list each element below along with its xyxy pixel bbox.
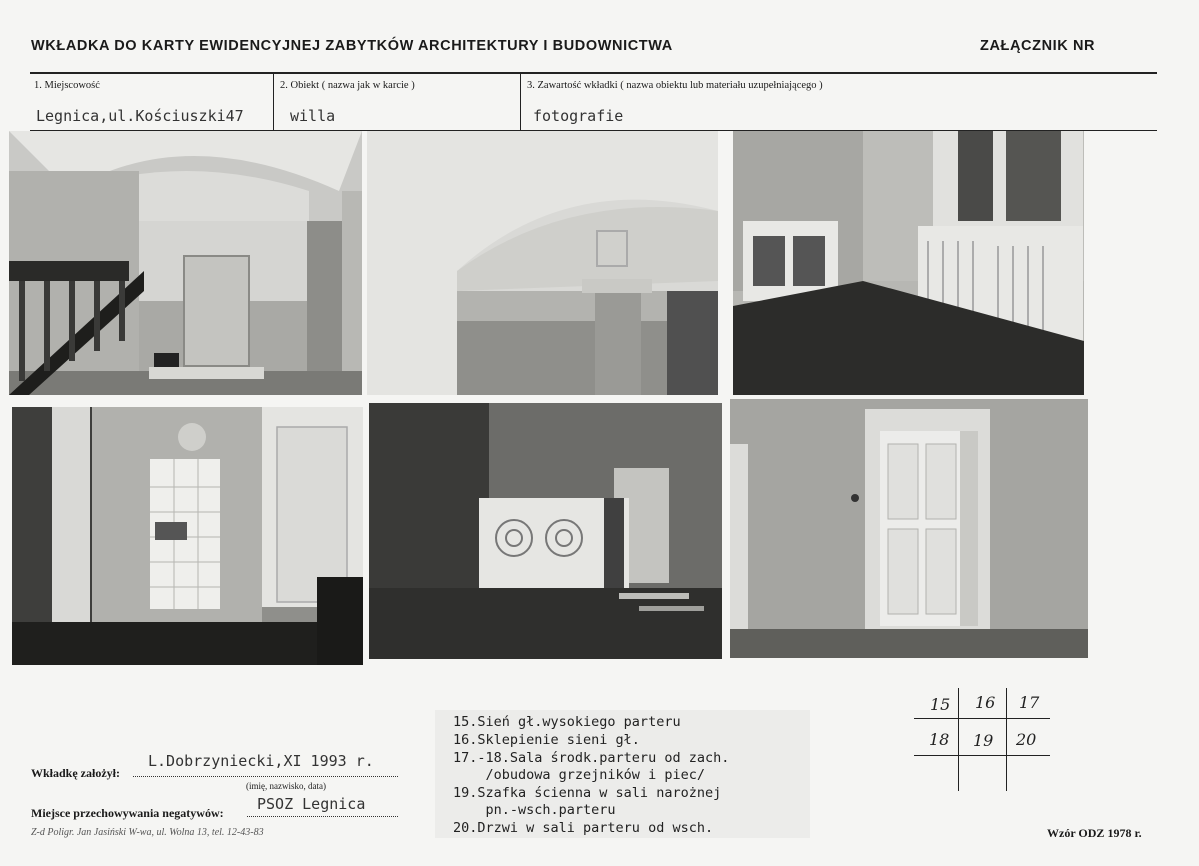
- grid-col-1: [958, 688, 959, 791]
- field-value-contents: fotografie: [533, 107, 624, 125]
- field-label-locality: 1. Miejscowość: [34, 80, 100, 91]
- caption-17-18: 17.-18.Sala środk.parteru od zach.: [453, 750, 730, 766]
- caption-19-continued: pn.-wsch.parteru: [453, 802, 616, 818]
- negatives-value: PSOZ Legnica: [257, 795, 366, 813]
- negatives-line: [247, 816, 398, 817]
- photo-door: [730, 399, 1088, 658]
- photo-main-hall: [9, 131, 362, 395]
- photo-wall-cabinet: [369, 403, 722, 659]
- photo-stove: [12, 407, 363, 665]
- page-title: WKŁADKA DO KARTY EWIDENCYJNEJ ZABYTKÓW ARCHITEKTURY I BUDOWNICTWA: [31, 38, 673, 54]
- founder-value: L.Dobrzyniecki,XI 1993 r.: [148, 752, 374, 770]
- grid-cell-18: 18: [929, 730, 950, 749]
- founder-label: Wkładkę założył:: [31, 766, 120, 780]
- caption-19: 19.Szafka ścienna w sali narożnej: [453, 785, 722, 801]
- field-divider-1: [273, 72, 274, 130]
- negatives-label: Miejsce przechowywania negatywów:: [31, 806, 224, 820]
- caption-20: 20.Drzwi w sali parteru od wsch.: [453, 820, 714, 836]
- founder-hint: (imię, nazwisko, data): [246, 781, 326, 791]
- form-model: Wzór ODZ 1978 r.: [1047, 826, 1142, 840]
- header-rule-top: [30, 72, 1157, 74]
- field-label-object: 2. Obiekt ( nazwa jak w karcie ): [280, 80, 415, 91]
- annex-label: ZAŁĄCZNIK NR: [980, 38, 1096, 54]
- grid-rule-1: [914, 718, 1050, 719]
- caption-15: 15.Sień gł.wysokiego parteru: [453, 714, 681, 730]
- grid-rule-2: [914, 755, 1050, 756]
- printer-imprint: Z-d Poligr. Jan Jasiński W-wa, ul. Wolna 13, tel. 12-43-83: [31, 827, 264, 838]
- photo-central-hall-west: [733, 131, 1084, 395]
- field-value-object: willa: [290, 107, 336, 125]
- photo-vault: [367, 131, 718, 395]
- grid-cell-17: 17: [1019, 693, 1040, 712]
- grid-col-2: [1006, 688, 1007, 791]
- grid-cell-15: 15: [930, 695, 951, 714]
- grid-cell-19: 19: [973, 731, 994, 750]
- caption-17-18-continued: /obudowa grzejników i piec/: [453, 767, 705, 783]
- field-label-contents: 3. Zawartość wkładki ( nazwa obiektu lub materiału uzupełniającego ): [527, 80, 823, 91]
- grid-cell-20: 20: [1016, 730, 1037, 749]
- founder-line: [133, 776, 398, 777]
- field-divider-2: [520, 72, 521, 130]
- grid-cell-16: 16: [975, 693, 996, 712]
- field-value-locality: Legnica,ul.Kościuszki47: [36, 107, 244, 125]
- caption-16: 16.Sklepienie sieni gł.: [453, 732, 640, 748]
